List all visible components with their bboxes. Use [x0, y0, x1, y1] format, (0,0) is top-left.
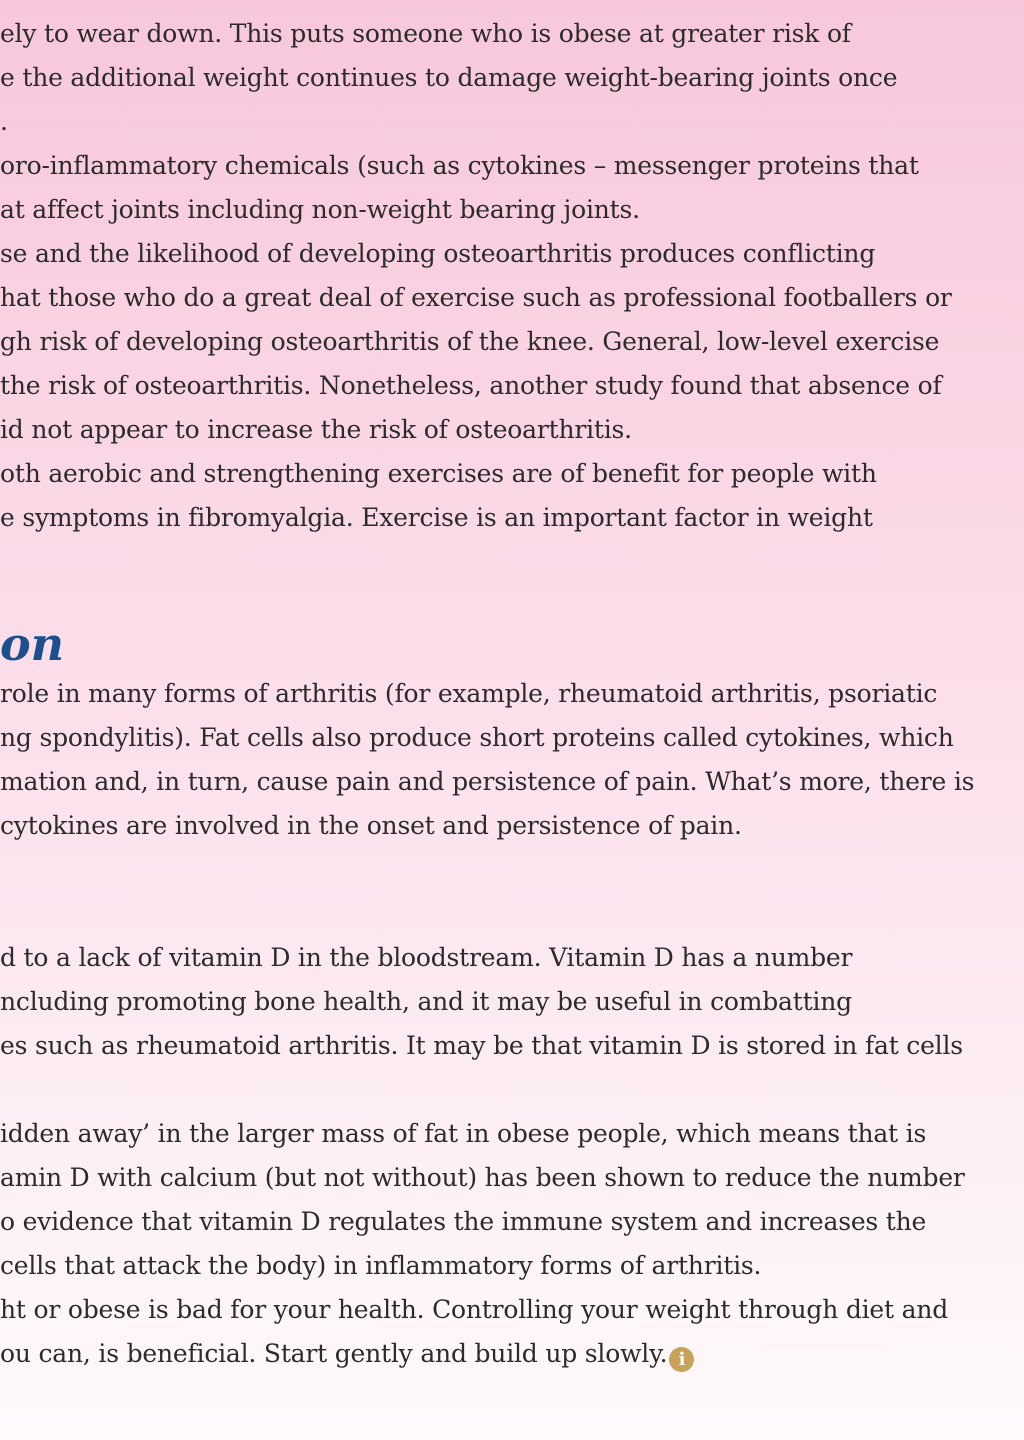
text-line: mation and, in turn, cause pain and persistence of pain. What’s more, there is [0, 767, 975, 796]
text-line: se and the likelihood of developing osteoarthritis produces conflicting [0, 239, 876, 268]
text-line: e the additional weight continues to damage weight-bearing joints once [0, 63, 898, 92]
text-line: amin D with calcium (but not without) has been shown to reduce the number [0, 1163, 965, 1192]
text-line: ncluding promoting bone health, and it may be useful in combatting [0, 987, 852, 1016]
text-line-final [0, 1332, 694, 1376]
text-line: o evidence that vitamin D regulates the immune system and increases the [0, 1207, 927, 1236]
text-line: idden away’ in the larger mass of fat in obese people, which means that is [0, 1119, 927, 1148]
text-line: cytokines are involved in the onset and persistence of pain. [0, 811, 742, 840]
text-line: hat those who do a great deal of exercise such as professional footballers or [0, 283, 952, 312]
info-icon: i [669, 1347, 694, 1372]
text-line: ht or obese is bad for your health. Controlling your weight through diet and [0, 1295, 949, 1324]
text-line: e symptoms in fibromyalgia. Exercise is an important factor in weight [0, 503, 873, 532]
text-line: ng spondylitis). Fat cells also produce short proteins called cytokines, which [0, 723, 954, 752]
text-line-content: ou can, is beneficial. Start gently and build up slowly. [0, 1339, 668, 1368]
text-line: oth aerobic and strengthening exercises are of benefit for people with [0, 459, 877, 488]
text-line: . [0, 107, 8, 136]
text-line: es such as rheumatoid arthritis. It may be that vitamin D is stored in fat cells [0, 1031, 963, 1060]
text-line: id not appear to increase the risk of osteoarthritis. [0, 415, 632, 444]
text-line: at affect joints including non-weight bearing joints. [0, 195, 640, 224]
text-line: oro-inflammatory chemicals (such as cytokines – messenger proteins that [0, 151, 919, 180]
text-line: cells that attack the body) in inflammatory forms of arthritis. [0, 1251, 762, 1280]
text-line: the risk of osteoarthritis. Nonetheless, another study found that absence of [0, 371, 942, 400]
text-line: ely to wear down. This puts someone who is obese at greater risk of [0, 19, 851, 48]
section-heading: on [0, 617, 65, 671]
text-line: d to a lack of vitamin D in the bloodstream. Vitamin D has a number [0, 943, 853, 972]
text-line: gh risk of developing osteoarthritis of the knee. General, low-level exercise [0, 327, 940, 356]
text-line: role in many forms of arthritis (for example, rheumatoid arthritis, psoriatic [0, 679, 938, 708]
